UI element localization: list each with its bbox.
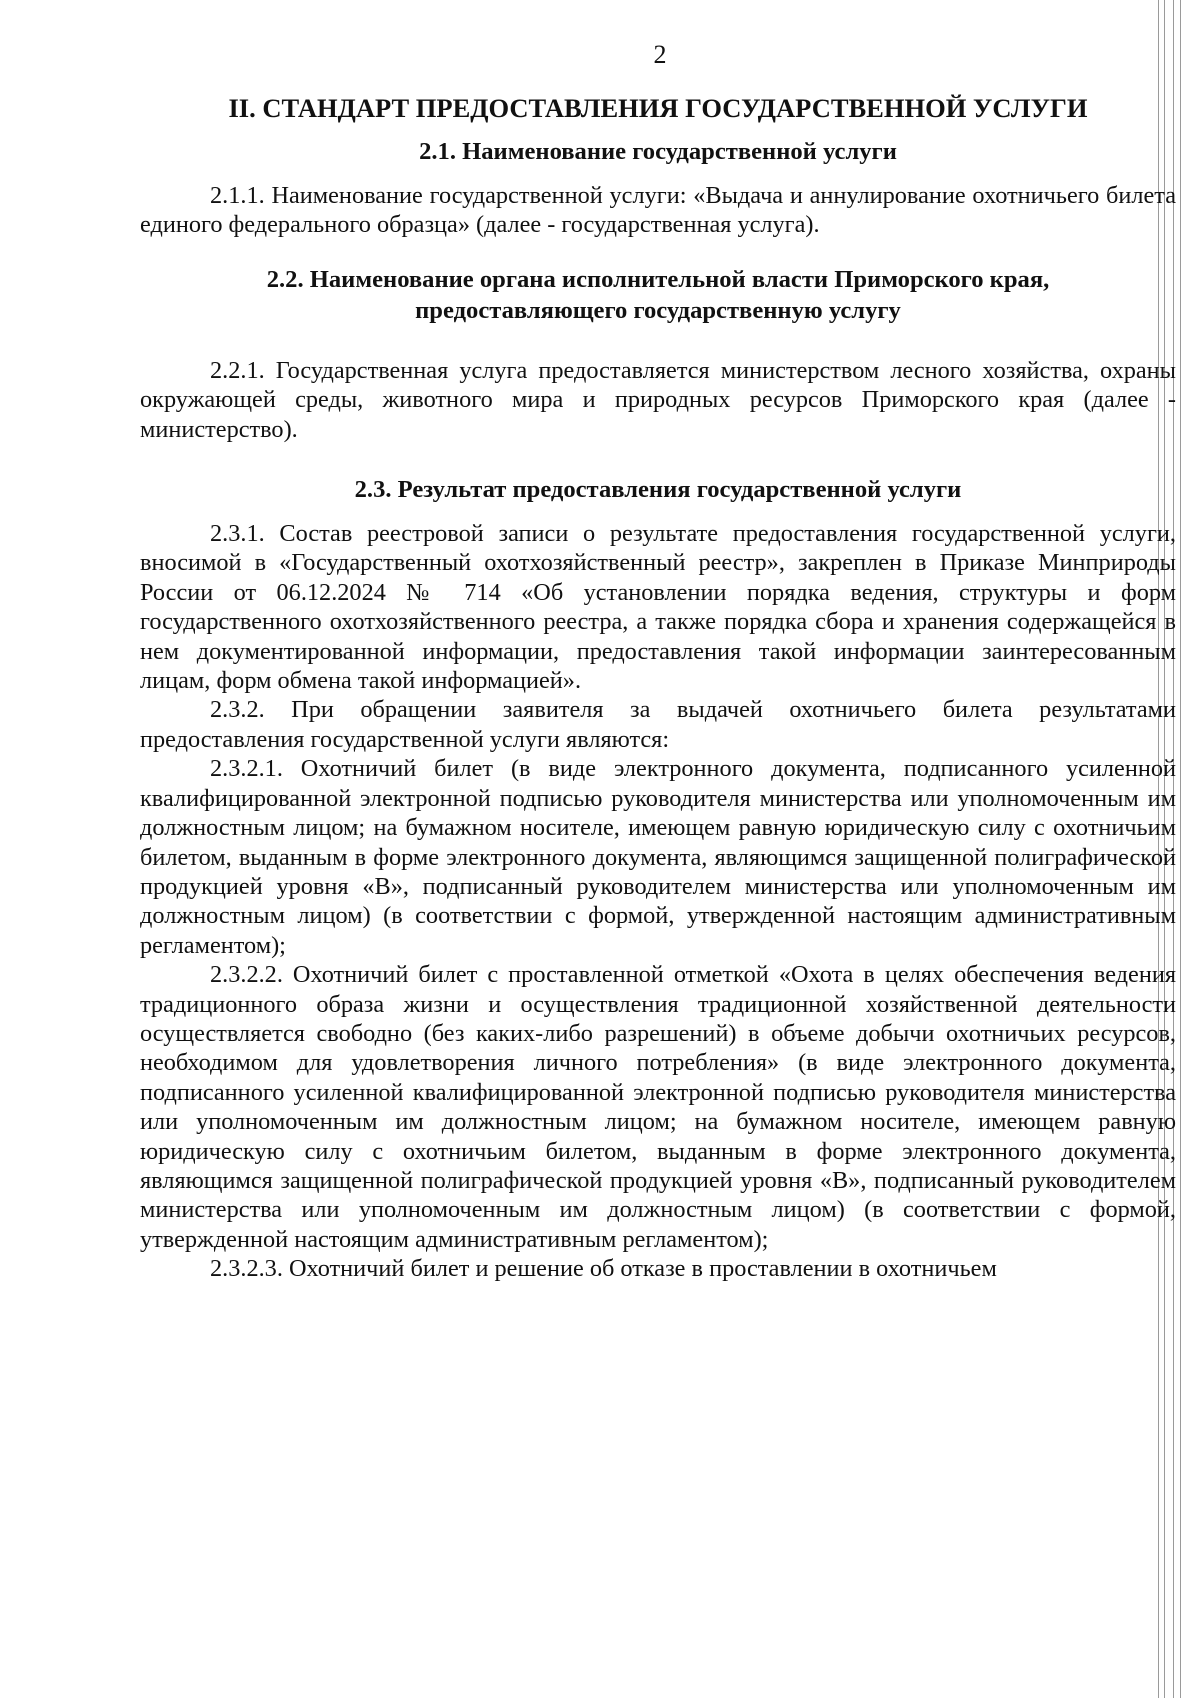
heading-2-2-line2: предоставляющего государственную услугу: [415, 296, 901, 324]
document-body: [140, 92, 1176, 1284]
heading-2-3: 2.3. Результат предоставления государственной услуги: [354, 476, 962, 504]
paragraph-2-3-1: 2.3.1. Состав реестровой записи о результате предоставления государственной услуги, вносимой в «Государственный охотхозяйственный реестр», закреплен в Приказе Минприроды России от 06.12.2024 № 714 «Об установлении порядка ведения, структуры и форм государственного охотхозяйственного реестра, а также порядка сбора и хранения содержащейся в нем документированной информации, предоставления такой информации заинтересованным лицам, форм обмена такой информацией».: [140, 520, 1176, 695]
paragraph-2-3-2-2: 2.3.2.2. Охотничий билет с проставленной отметкой «Охота в целях обеспечения ведения традиционного образа жизни и осуществления традиционной хозяйственной деятельности осуществляется свободно (без каких-либо разрешений) в объеме добычи охотничьих ресурсов, необходимом для удовлетворения личного потребления» (в виде электронного документа, подписанного усиленной квалифицированной электронной подписью руководителя министерства или уполномоченным им должностным лицом; на бумажном носителе, имеющем равную юридическую силу с охотничьим билетом, выданным в форме электронного документа, являющимся защищенной полиграфической продукцией уровня «В», подписанный руководителем министерства или уполномоченным им должностным лицом) (в соответствии с формой, утвержденной настоящим административным регламентом);: [140, 961, 1176, 1253]
paragraph-2-2-1: 2.2.1. Государственная услуга предоставляется министерством лесного хозяйства, охраны окружающей среды, животного мира и природных ресурсов Приморского края (далее - министерство).: [140, 356, 1176, 443]
paragraph-2-3-2: 2.3.2. При обращении заявителя за выдачей охотничьего билета результатами предоставления государственной услуги являются:: [140, 696, 1176, 753]
heading-2-1: 2.1. Наименование государственной услуги: [419, 138, 897, 165]
paragraph-2-1-1: 2.1.1. Наименование государственной услуги: «Выдача и аннулирование охотничьего билета единого федерального образца» (далее - государственная услуга).: [140, 182, 1176, 239]
heading-2-2: [140, 264, 1176, 326]
scan-edge-line: [1180, 0, 1181, 1698]
section-title: II. СТАНДАРТ ПРЕДОСТАВЛЕНИЯ ГОСУДАРСТВЕННОЙ УСЛУГИ: [228, 93, 1088, 123]
paragraph-2-3-2-1: 2.3.2.1. Охотничий билет (в виде электронного документа, подписанного усиленной квалифицированной электронной подписью руководителя министерства или уполномоченным им должностным лицом; на бумажном носителе, имеющем равную юридическую силу с охотничьим билетом, выданным в форме электронного документа, являющимся защищенной полиграфической продукцией уровня «В», подписанный руководителем министерства или уполномоченным им должностным лицом) (в соответствии с формой, утвержденной настоящим административным регламентом);: [140, 755, 1176, 959]
paragraph-2-3-2-3: 2.3.2.3. Охотничий билет и решение об отказе в проставлении в охотничьем: [210, 1255, 997, 1283]
page-number: 2: [653, 40, 667, 69]
heading-2-2-line1: 2.2. Наименование органа исполнительной власти Приморского края,: [266, 265, 1050, 293]
